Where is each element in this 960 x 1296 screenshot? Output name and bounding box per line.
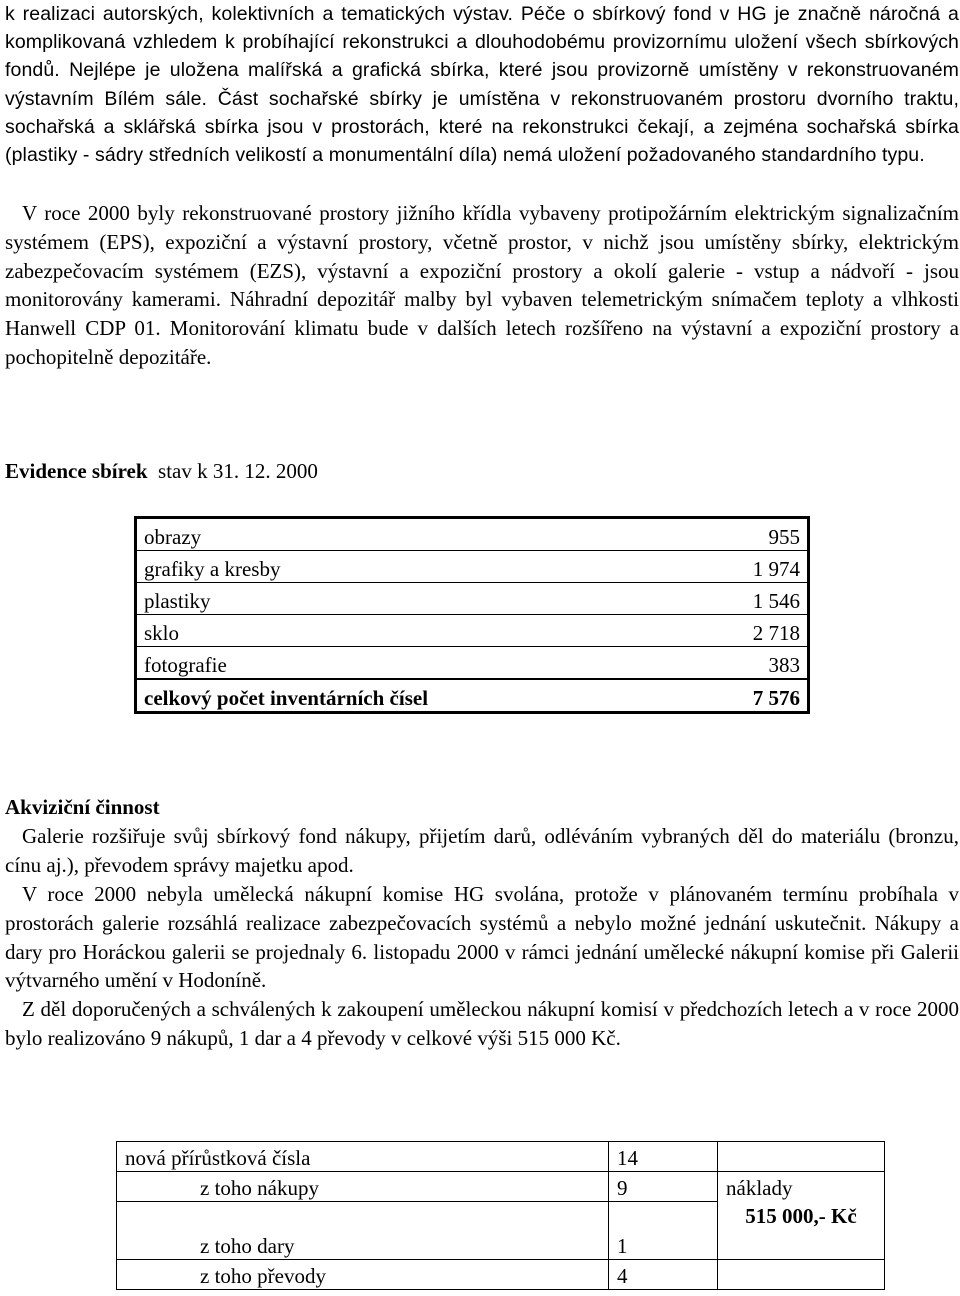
row-label: nová přírůstková čísla [117,1142,609,1172]
row-label: z toho nákupy [117,1172,609,1202]
row-value: 4 [609,1260,718,1290]
row-value: 2 718 [692,615,809,647]
row-value: 9 [609,1172,718,1202]
evidence-heading [5,459,318,484]
row-value: 1 [609,1202,718,1260]
intro-paragraph-1: k realizaci autorských, kolektivních a tematických výstav. Péče o sbírkový fond v HG je značně náročná a komplikovaná vzhledem k probíhající rekonstrukci a dlouhodobému provizornímu uložení všech sbírkových fondů. Nejlépe je uložena malířská a grafická sbírka, které jsou provizorně umístěny v rekonstruovaném výstavním Bílém sále. Část sochařské sbírky je umístěna v rekonstruovaném prostoru dvorního traktu, sochařská a sklářská sbírka jsou v prostorách, které na rekonstrukci čekají, a zejména sochařská sbírka (plastiky - sádry středních velikostí a monumentální díla) nemá uložení požadovaného standardního typu. [5,3,959,167]
row-value: 1 546 [692,583,809,615]
row-label: sklo [136,615,692,647]
row-label: grafiky a kresby [136,551,692,583]
row-value: 14 [609,1142,718,1172]
row-label: obrazy [136,518,692,551]
evidence-title: Evidence sbírek [5,459,148,483]
total-row [136,679,809,713]
acquisition-paragraph-2: V roce 2000 nebyla umělecká nákupní komise HG svolána, protože v plánovaném termínu probíhala v prostorách galerie rozsáhlá realizace zabezpečovacích systémů a nebylo možné jednání uskutečnit. Nákupy a dary pro Horáckou galerii se projednaly 6. listopadu 2000 v rámci jednání umělecké nákupní komise při Galerii výtvarného umění v Hodoníně. [5,882,959,993]
acquisition-heading [5,795,160,820]
table-row [117,1142,885,1172]
row-label: z toho převody [117,1260,609,1290]
row-label: fotografie [136,647,692,680]
table-row [117,1172,885,1202]
acquisition-title: Akviziční činnost [5,795,160,819]
cost-label: náklady [726,1176,793,1200]
acquisition-paragraph-1: Galerie rozšiřuje svůj sbírkový fond nákupy, přijetím darů, odléváním vybraných děl do materiálu (bronzu, cínu aj.), převodem správy majetku apod. [5,824,959,877]
acquisition-paragraph-3: Z děl doporučených a schválených k zakoupení uměleckou nákupní komisí v předchozích letech a v roce 2000 bylo realizováno 9 nákupů, 1 dar a 4 převody v celkové výši 515 000 Kč. [5,997,959,1050]
table-row [136,551,809,583]
cost-value: 515 000,- Kč [745,1204,857,1228]
evidence-date: stav k 31. 12. 2000 [158,459,318,483]
evidence-table [134,516,810,714]
row-value: 383 [692,647,809,680]
row-label: z toho dary [117,1202,609,1260]
table-row [136,518,809,551]
total-label: celkový počet inventárních čísel [136,679,692,713]
row-value: 955 [692,518,809,551]
table-row [136,615,809,647]
row-value: 1 974 [692,551,809,583]
empty-cell [718,1260,885,1290]
row-label: plastiky [136,583,692,615]
table-row [117,1260,885,1290]
acquisition-table [116,1141,885,1290]
total-value: 7 576 [692,679,809,713]
cost-cell [718,1172,885,1260]
table-row [136,583,809,615]
intro-paragraph-2: V roce 2000 byly rekonstruované prostory jižního křídla vybaveny protipožárním elektrickým signalizačním systémem (EPS), expoziční a výstavní prostory, včetně prostor, v nichž jsou umístěny sbírky, elektrickým zabezpečovacím systémem (EZS), výstavní a expoziční prostory a okolí galerie - vstup a nádvoří - jsou monitorovány kamerami. Náhradní depozitář malby byl vybaven telemetrickým snímačem teploty a vlhkosti Hanwell CDP 01. Monitorování klimatu bude v dalších letech rozšířeno na výstavní a expoziční prostory a pochopitelně depozitáře. [5,201,959,369]
table-row [136,647,809,680]
empty-cell [718,1142,885,1172]
